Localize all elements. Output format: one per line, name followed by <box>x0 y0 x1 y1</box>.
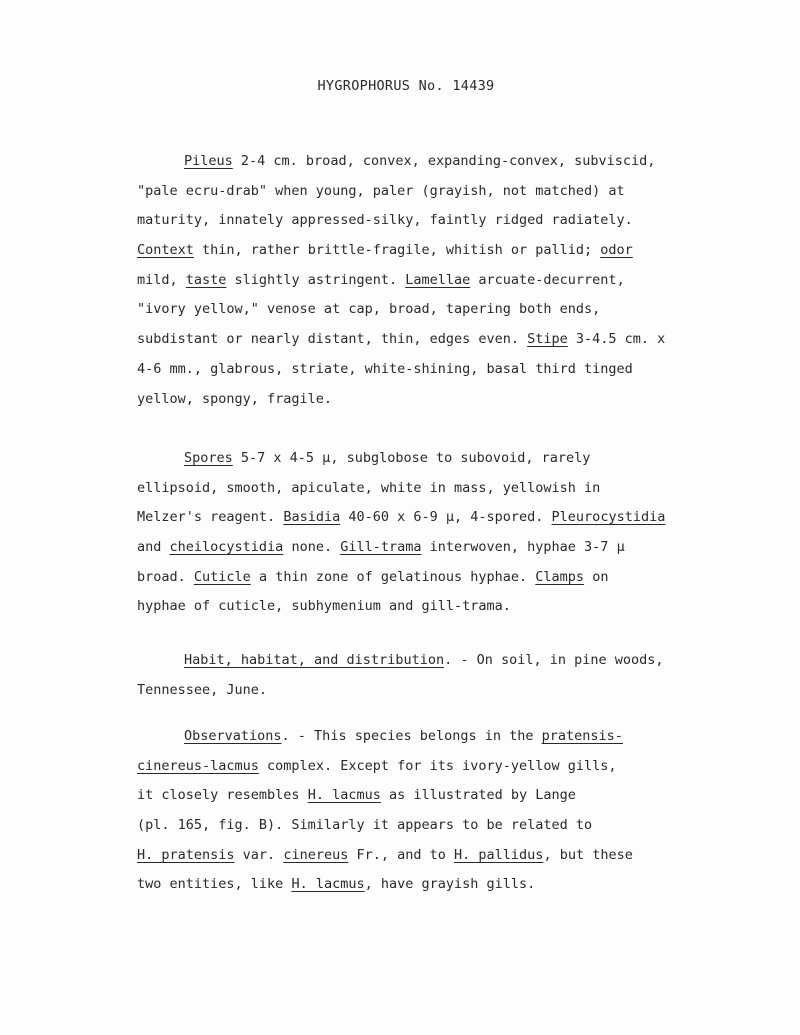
underlined-term: Habit, habitat, and distribution <box>184 652 445 668</box>
text-run: 3-4.5 cm. x <box>567 331 666 348</box>
text-run: as illustrated by Lange <box>380 787 576 804</box>
underlined-term: Spores <box>184 450 233 466</box>
text-run: var. <box>234 846 284 863</box>
text-run: ellipsoid, smooth, apiculate, white in mass, yellowish in <box>137 479 601 496</box>
underlined-term: H. lacmus <box>291 876 365 893</box>
text-line <box>137 676 777 706</box>
underlined-term: Pileus <box>184 153 233 169</box>
text-run: . - This species belongs in the <box>281 728 542 744</box>
text-run: thin, rather brittle-fragile, whitish or pallid; <box>193 242 601 259</box>
underlined-term: Clamps <box>535 568 585 585</box>
text-line <box>137 177 777 207</box>
text-run: 2-4 cm. broad, convex, expanding-convex, subviscid, <box>232 153 656 169</box>
text-line <box>137 503 777 533</box>
text-run: . - On soil, in pine woods, <box>444 652 664 668</box>
text-run: complex. Except for its ivory-yellow gills, <box>258 757 617 774</box>
underlined-term: H. pallidus <box>454 846 544 863</box>
underlined-term: taste <box>185 271 227 288</box>
underlined-term: cinereus <box>283 846 349 863</box>
paragraph-observations <box>137 722 777 900</box>
text-run: arcuate-decurrent, <box>470 271 625 288</box>
text-run: slightly astringent. <box>226 271 406 288</box>
text-run: 4-6 mm., glabrous, striate, white-shining, basal third tinged <box>137 360 633 377</box>
text-run: two entities, like <box>137 876 292 893</box>
text-line <box>137 752 777 782</box>
text-run: a thin zone of gelatinous hyphae. <box>250 568 536 585</box>
text-line <box>137 722 777 752</box>
paragraph-habitat <box>137 646 777 705</box>
text-line <box>137 147 777 177</box>
text-line <box>137 563 777 593</box>
text-run: (pl. 165, fig. B). Similarly it appears to be related to <box>137 817 593 834</box>
text-run: subdistant or nearly distant, thin, edges even. <box>137 331 528 348</box>
text-run: and <box>137 539 170 556</box>
paragraph-description <box>137 147 777 414</box>
underlined-term: Observations <box>184 728 282 744</box>
text-line <box>137 811 777 841</box>
underlined-term: Cuticle <box>193 568 251 585</box>
text-line <box>137 646 777 676</box>
text-run: it closely resembles <box>137 787 308 804</box>
underlined-term: H. lacmus <box>307 787 381 804</box>
text-line <box>137 236 777 266</box>
text-run: hyphae of cuticle, subhymenium and gill-trama. <box>137 598 511 615</box>
text-run: interwoven, hyphae 3-7 µ <box>421 539 625 556</box>
underlined-term: odor <box>600 242 633 259</box>
text-line <box>137 206 777 236</box>
text-line <box>137 355 777 385</box>
underlined-term: Pleurocystidia <box>551 509 666 526</box>
underlined-term: cinereus-lacmus <box>137 757 259 774</box>
text-run: yellow, spongy, fragile. <box>137 390 333 407</box>
text-run: maturity, innately appressed-silky, faintly ridged radiately. <box>137 212 633 229</box>
underlined-term: H. pratensis <box>137 846 235 863</box>
text-line <box>137 385 777 415</box>
text-line <box>137 841 777 871</box>
underlined-term: pratensis- <box>541 728 623 744</box>
text-line <box>137 266 777 296</box>
text-line <box>137 295 777 325</box>
underlined-term: Context <box>137 242 194 259</box>
text-line <box>137 474 777 504</box>
text-run: , have grayish gills. <box>364 876 536 893</box>
text-line <box>137 444 777 474</box>
underlined-term: Basidia <box>283 509 341 526</box>
text-run: 5-7 x 4-5 µ, subglobose to subovoid, rarely <box>232 450 591 466</box>
text-run: Fr., and to <box>348 846 455 863</box>
text-run: Melzer's reagent. <box>137 509 284 526</box>
underlined-term: Lamellae <box>405 271 471 288</box>
text-run: 40-60 x 6-9 µ, 4-spored. <box>340 509 552 526</box>
text-run: broad. <box>137 568 194 585</box>
text-line <box>137 533 777 563</box>
text-line <box>137 325 777 355</box>
text-run: "pale ecru-drab" when young, paler (grayish, not matched) at <box>137 182 625 199</box>
text-line <box>137 592 777 622</box>
document-title: HYGROPHORUS No. 14439 <box>317 78 495 94</box>
text-line <box>137 781 777 811</box>
underlined-term: cheilocystidia <box>169 539 284 556</box>
text-run: "ivory yellow," venose at cap, broad, tapering both ends, <box>137 301 601 318</box>
text-run: on <box>584 568 609 585</box>
text-run: Tennessee, June. <box>137 681 268 698</box>
text-run: mild, <box>137 271 186 288</box>
underlined-term: Gill-trama <box>340 539 422 556</box>
underlined-term: Stipe <box>527 331 568 348</box>
text-run: none. <box>283 539 341 556</box>
text-run: , but these <box>543 846 633 863</box>
paragraph-microscopic <box>137 444 777 622</box>
text-line <box>137 870 777 900</box>
